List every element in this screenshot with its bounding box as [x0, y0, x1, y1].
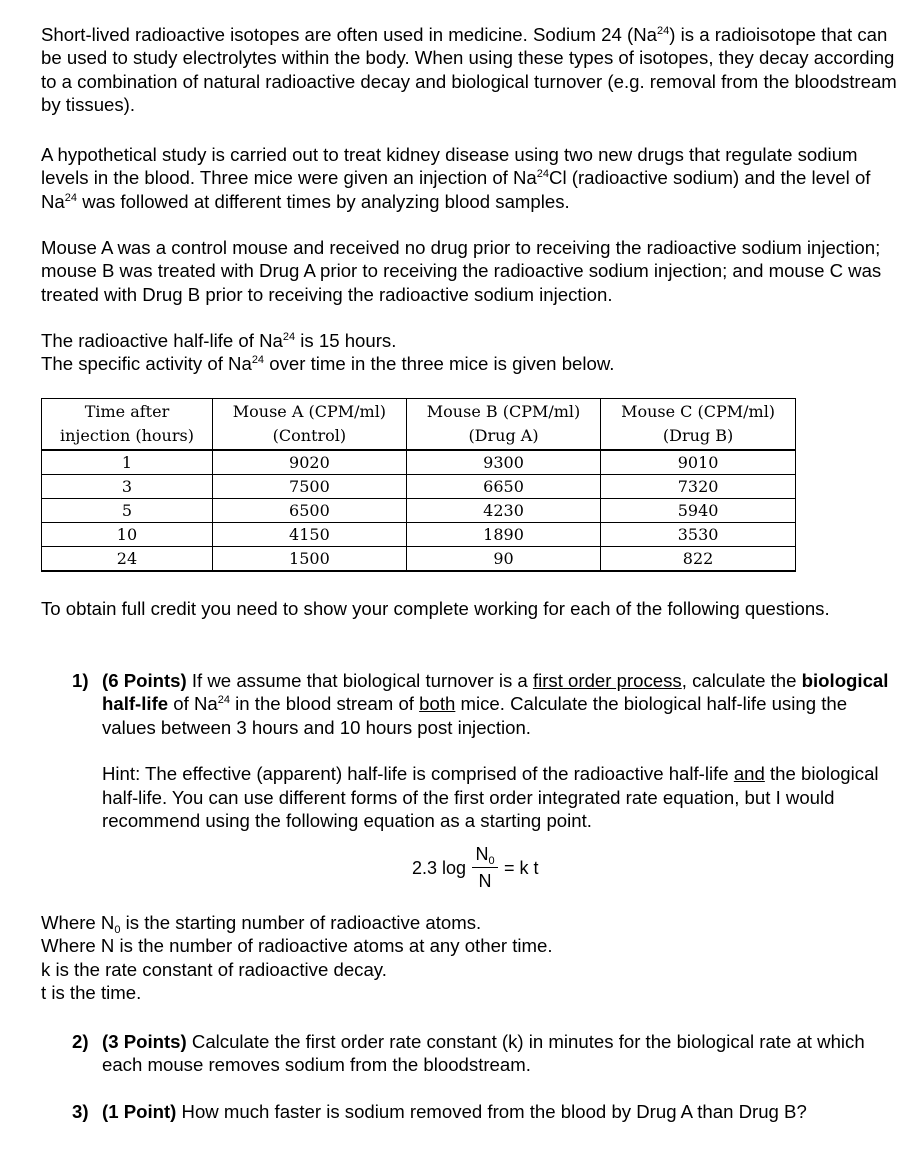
text: is 15 hours. [295, 330, 397, 351]
cell-time: 24 [42, 547, 213, 572]
table-row [42, 450, 796, 475]
superscript: 24 [282, 331, 296, 343]
intro-paragraph-3: Mouse A was a control mouse and received no drug prior to receiving the radioactive sodium injection; mouse B was treated with Drug A prior to receiving the radioactive sodium injection; and mouse C was treated with Drug B prior to receiving the radioactive sodium injection. [41, 237, 882, 305]
text: is the starting number of radioactive atoms. [120, 912, 482, 933]
table-row [42, 499, 796, 523]
superscript: 24 [217, 694, 230, 707]
definition-n: Where N is the number of radioactive atoms at any other time. [41, 935, 553, 957]
cell-mouse-a: 7500 [212, 475, 406, 499]
cell-time: 5 [42, 499, 213, 523]
text: over time in the three mice is given below. [264, 353, 615, 374]
header-line: (Drug B) [662, 426, 734, 445]
header-mouse-c [601, 399, 796, 451]
text: How much faster is sodium removed from the blood by Drug A than Drug B? [176, 1101, 807, 1122]
header-line: injection (hours) [59, 426, 194, 445]
cell-mouse-c: 822 [601, 547, 796, 572]
hint [102, 762, 902, 832]
superscript: 24 [536, 168, 550, 181]
header-line: Time after [84, 402, 170, 421]
intro-paragraph-1 [41, 23, 901, 117]
subscript: 0 [488, 855, 495, 867]
points-label: (6 Points) [102, 670, 187, 691]
cell-time: 10 [42, 523, 213, 547]
intro-paragraph-2 [41, 143, 901, 213]
cell-mouse-a: 9020 [212, 450, 406, 475]
header-mouse-a [212, 399, 406, 451]
superscript: 24 [251, 354, 265, 366]
question-text [102, 669, 902, 739]
header-line: (Drug A) [468, 426, 539, 445]
definition-t: t is the time. [41, 982, 142, 1004]
text: The specific activity of Na [41, 353, 252, 374]
text: , calculate the [681, 670, 802, 691]
text: ) is a radioisotope that can be used to study electrolytes within the body. When using these types of isotopes, they decay according to a combination of natural radioactive decay and biological turnover (e.g. removal from the bloodstream by tissues). [41, 24, 897, 116]
header-time [42, 399, 213, 451]
cell-mouse-b: 1890 [406, 523, 600, 547]
bold-text: biological half-life [102, 670, 889, 715]
cell-mouse-b: 4230 [406, 499, 600, 523]
question-3 [72, 1100, 902, 1123]
underlined-text: first order process [532, 670, 682, 691]
text: mice. Calculate the biological half-life using the values between 3 hours and 10 hours post injection. [102, 693, 848, 738]
header-line: Mouse B (CPM/ml) [426, 402, 581, 421]
cell-mouse-a: 4150 [212, 523, 406, 547]
fraction [472, 844, 498, 891]
text: The radioactive half-life of Na [41, 330, 283, 351]
table-header-row [42, 399, 796, 451]
text: the biological half-life. You can use different forms of the first order integrated rate equation, but I would recommend using the following equation as a starting point. [102, 763, 879, 832]
question-text [102, 1030, 902, 1077]
cell-mouse-c: 9010 [601, 450, 796, 475]
table-intro [41, 352, 901, 375]
formula-lhs: 2.3 log [412, 858, 467, 878]
underlined-text: and [733, 763, 765, 785]
header-line: (Control) [272, 426, 347, 445]
subscript: 0 [114, 924, 121, 936]
question-2 [72, 1030, 902, 1077]
question-number: 3) [72, 1101, 89, 1122]
text: Cl (radioactive sodium) and the level of Na [41, 167, 871, 212]
cell-mouse-a: 1500 [212, 547, 406, 572]
half-life-statement [41, 329, 901, 352]
cell-mouse-a: 6500 [212, 499, 406, 523]
definitions [41, 911, 901, 1005]
cell-time: 3 [42, 475, 213, 499]
denominator: N [478, 871, 492, 891]
points-label: (1 Point) [102, 1101, 177, 1122]
cell-mouse-b: 90 [406, 547, 600, 572]
table-row [42, 547, 796, 572]
header-line: Mouse A (CPM/ml) [232, 402, 387, 421]
superscript: 24 [657, 25, 670, 37]
text: of Na [168, 693, 218, 715]
question-number: 1) [72, 670, 89, 691]
formula-rhs: = k t [504, 858, 539, 878]
numerator [472, 844, 498, 867]
definition-n0 [41, 911, 901, 934]
text: If we assume that biological turnover is a [186, 670, 533, 691]
cell-mouse-c: 7320 [601, 475, 796, 499]
table-row [42, 475, 796, 499]
cell-mouse-c: 3530 [601, 523, 796, 547]
text: Where N [41, 912, 115, 933]
numerator-symbol: N [475, 844, 489, 864]
header-line: Mouse C (CPM/ml) [621, 402, 776, 421]
definition-k: k is the rate constant of radioactive decay. [41, 958, 387, 980]
superscript: 24 [64, 191, 78, 204]
text: Short-lived radioactive isotopes are often used in medicine. Sodium 24 (Na [41, 24, 657, 45]
text: in the blood stream of [229, 693, 420, 715]
activity-table [41, 398, 796, 572]
question-text [102, 1100, 902, 1123]
header-mouse-b [406, 399, 600, 451]
fraction-bar [472, 867, 498, 868]
cell-time: 1 [42, 450, 213, 475]
question-number: 2) [72, 1031, 89, 1052]
cell-mouse-c: 5940 [601, 499, 796, 523]
text: Calculate the first order rate constant (k) in minutes for the biological rate at which each mouse removes sodium from the bloodstream. [102, 1031, 865, 1076]
cell-mouse-b: 6650 [406, 475, 600, 499]
question-1 [72, 669, 902, 832]
points-label: (3 Points) [102, 1031, 187, 1052]
underlined-text: both [419, 693, 456, 715]
instructions: To obtain full credit you need to show your complete working for each of the following questions. [41, 598, 830, 619]
cell-mouse-b: 9300 [406, 450, 600, 475]
text: was followed at different times by analyzing blood samples. [77, 190, 570, 212]
table-row [42, 523, 796, 547]
text: A hypothetical study is carried out to treat kidney disease using two new drugs that regulate sodium levels in the blood. Three mice were given an injection of Na [41, 144, 858, 189]
text: Hint: The effective (apparent) half-life is comprised of the radioactive half-life [102, 763, 734, 785]
